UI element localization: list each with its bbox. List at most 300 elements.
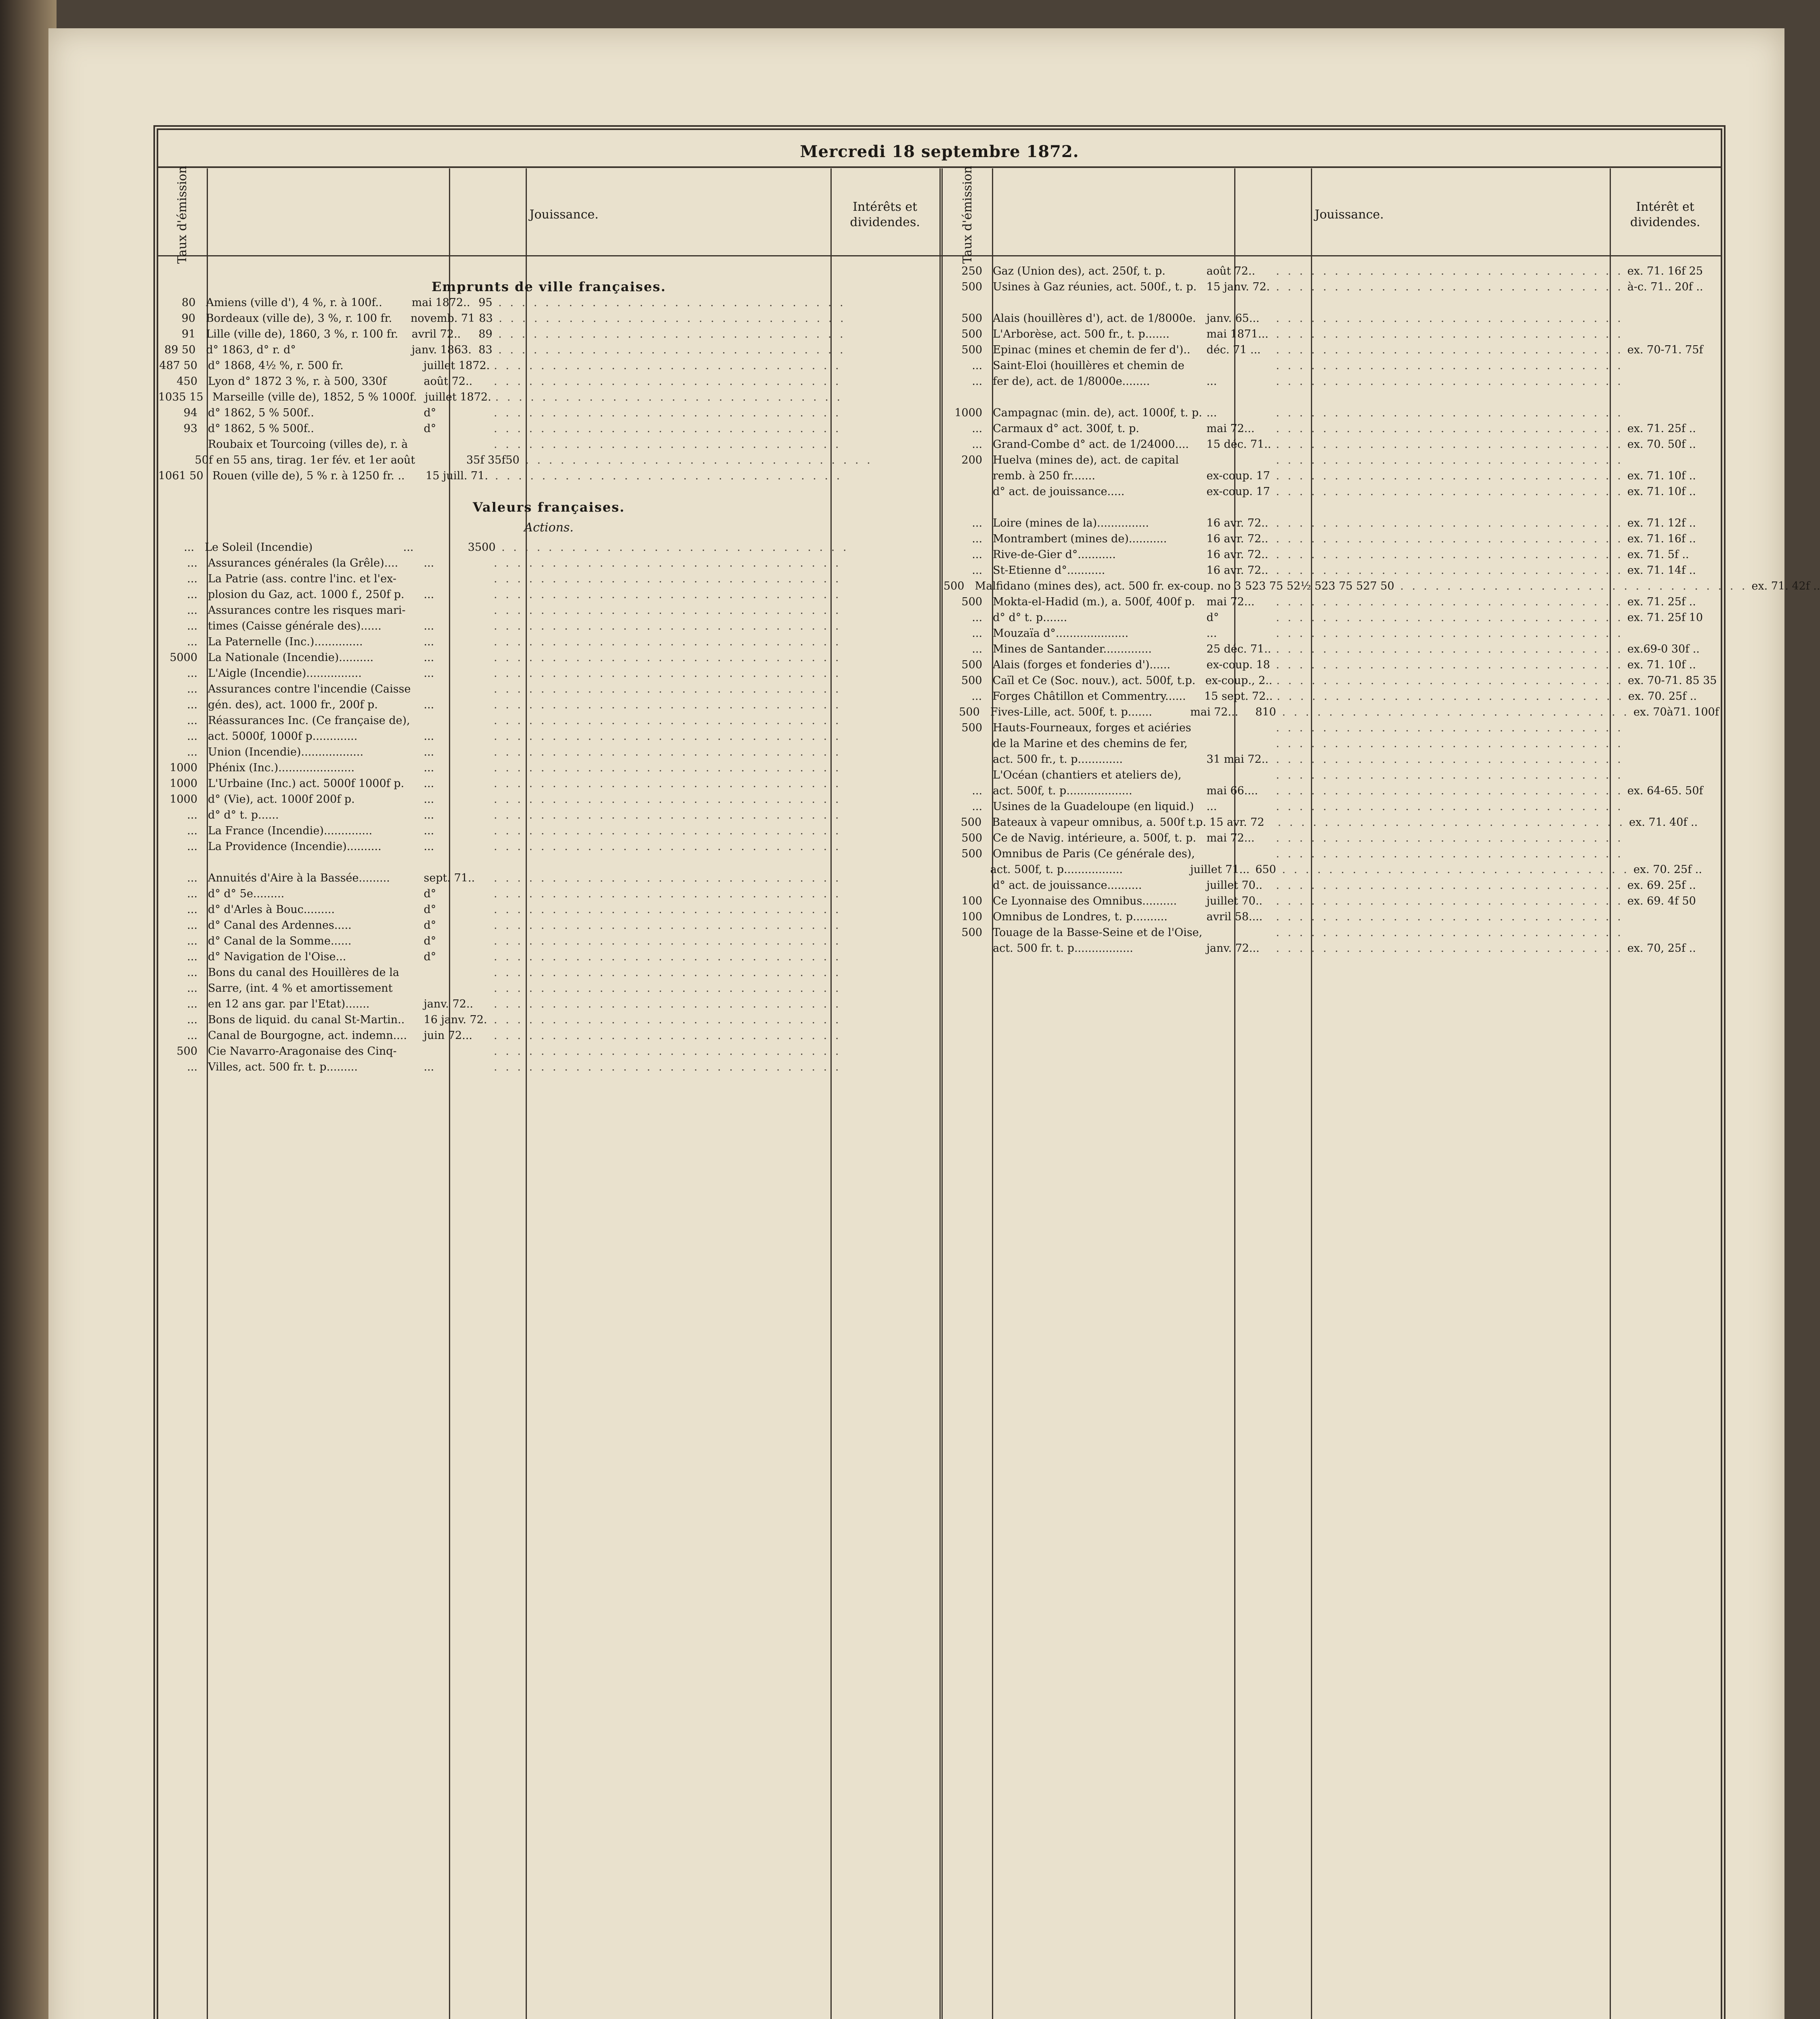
dot-leader: . . . . . . . . . . . . . . . . . . . . . . . . . . . . . .: [494, 1029, 841, 1042]
emission-rate: [944, 500, 992, 515]
table-row: [944, 862, 1721, 877]
table-row: [158, 697, 939, 713]
table-row: [944, 531, 1721, 547]
dividend-value: [1623, 358, 1721, 374]
dividend-value: ex. 71. 40f ..: [1629, 816, 1698, 829]
table-row: [944, 468, 1721, 484]
table-row: [158, 870, 939, 886]
quotation-cell: [490, 634, 841, 650]
dividend-value: [841, 933, 939, 949]
emission-rate: ...: [972, 438, 983, 451]
quotation-cell: [1272, 531, 1623, 547]
table-row: [158, 807, 939, 823]
quotation-cell: [490, 437, 841, 452]
security-name: Saint-Eloi (houillères et chemin de: [993, 359, 1185, 372]
table-row: [158, 587, 939, 602]
dividend-value: ex. 71. 12f ..: [1627, 517, 1696, 529]
jouissance-date: [421, 602, 490, 618]
quotation-value: 83: [478, 344, 493, 356]
emission-rate: ...: [972, 517, 983, 529]
header-rule: [158, 166, 1721, 168]
jouissance-date: [421, 1043, 490, 1059]
table-row: [944, 688, 1721, 704]
dot-leader: . . . . . . . . . . . . . . . . . . . . . . . . . . . . . .: [1276, 596, 1623, 608]
quotation-cell: [490, 650, 841, 665]
dot-leader: . . . . . . . . . . . . . . . . . . . . . . . . . . . . . .: [492, 328, 846, 340]
security-name: de la Marine et des chemins de fer,: [993, 737, 1188, 750]
dividend-value: [843, 389, 939, 405]
jouissance-date: [421, 713, 490, 728]
jouissance-date: ...: [424, 620, 434, 632]
security-name: Huelva (mines de), act. de capital: [993, 454, 1179, 466]
dividend-value: à-c. 71.. 20f ..: [1627, 281, 1703, 293]
quotation-cell: [1272, 342, 1623, 358]
emission-rate: 500: [961, 312, 983, 325]
table-row: [944, 547, 1721, 562]
dividend-value: [841, 980, 939, 996]
emission-rate: ...: [187, 573, 198, 585]
dividend-value: ex.69-0 30f ..: [1627, 643, 1700, 655]
dividend-value: [841, 965, 939, 980]
jouissance-date: sept. 71..: [424, 872, 475, 884]
security-name: Carmaux d° act. 300f, t. p.: [993, 422, 1139, 435]
quotation-cell: [1272, 515, 1623, 531]
dividend-value: ex. 71. 10f ..: [1627, 470, 1696, 482]
emission-rate: 80: [182, 296, 196, 309]
quotation-cell: [1272, 421, 1623, 437]
emission-rate: ...: [187, 888, 198, 900]
dot-leader: . . . . . . . . . . . . . . . . . . . . . . . . . . . . . .: [495, 391, 843, 403]
dot-leader: . . . . . . . . . . . . . . . . . . . . . . . . . . . . . .: [494, 951, 841, 963]
security-name: [207, 854, 449, 870]
security-name: Marseille (ville de), 1852, 5 % 1000f.: [212, 391, 417, 403]
security-name: Canal de Bourgogne, act. indemn....: [208, 1029, 407, 1042]
jouissance-date: 16 avr. 72..: [1206, 548, 1269, 561]
dividend-value: [842, 468, 939, 484]
jouissance-date: 25 déc. 71..: [1206, 643, 1271, 655]
jouissance-date: [1203, 452, 1272, 468]
emission-rate: ...: [187, 998, 198, 1010]
dividend-value: [841, 713, 939, 728]
dividend-value: [841, 776, 939, 791]
emission-rate: ...: [184, 541, 195, 554]
emission-rate: ...: [187, 1061, 198, 1073]
security-name: Villes, act. 500 fr. t. p.........: [208, 1061, 358, 1073]
security-name: d° d° t. p......: [208, 809, 279, 821]
dividend-value: [841, 1012, 939, 1028]
security-name: Sarre, (int. 4 % et amortissement: [208, 982, 393, 995]
quotation-cell: [474, 342, 845, 358]
quotation-cell: [1241, 578, 1748, 594]
table-row: [944, 799, 1721, 814]
table-row: [158, 791, 939, 807]
jouissance-date: 15 sept. 72..: [1204, 690, 1273, 703]
emission-rate: 1035 15: [158, 391, 203, 403]
dividend-value: [849, 539, 939, 555]
emission-rate: 500: [961, 281, 983, 293]
quotation-cell: [490, 744, 841, 760]
security-name: [992, 295, 1234, 311]
quotation-cell: [490, 949, 841, 965]
security-name: Phénix (Inc.)......................: [208, 762, 355, 774]
dividend-value: [1612, 295, 1721, 311]
jouissance-date: juillet 70..: [1206, 879, 1263, 892]
emission-rate: ...: [187, 1029, 198, 1042]
dividend-value: [841, 405, 939, 421]
jouissance-date: ...: [403, 541, 414, 554]
quotation-cell: [1272, 484, 1623, 500]
emission-rate: 500: [961, 674, 982, 687]
quotation-cell: [1272, 877, 1623, 893]
dividend-value: [846, 311, 939, 326]
security-name: Forges Châtillon et Commentry......: [992, 690, 1186, 703]
dot-leader: . . . . . . . . . . . . . . . . . . . . . . . . . . . . . .: [494, 359, 841, 372]
quotation-cell: [490, 713, 841, 728]
dot-leader: . . . . . . . . . . . . . . . . . . . . . . . . . . . . . .: [1276, 832, 1623, 844]
table-row: [158, 405, 939, 421]
header-jouissance-left: Jouissance.: [529, 208, 599, 222]
dot-leader: . . . . . . . . . . . . . . . . . . . . . . . . . . . . . .: [494, 1061, 841, 1073]
dot-leader: . . . . . . . . . . . . . . . . . . . . . . . . . . . . . .: [1277, 690, 1624, 703]
table-row: [158, 949, 939, 965]
security-name: Mines de Santander..............: [993, 643, 1152, 655]
security-name: act. 500 fr. t. p.................: [993, 942, 1133, 955]
table-row: [944, 751, 1721, 767]
security-name: Assurances générales (la Grêle)....: [208, 557, 398, 569]
emission-rate: [944, 751, 987, 767]
quotation-value: 3500: [468, 541, 496, 554]
emission-rate: [158, 437, 202, 452]
dividend-value: [1623, 405, 1721, 421]
dot-leader: . . . . . . . . . . . . . . . . . . . . . . . . . . . . . .: [1276, 407, 1623, 419]
security-name: plosion du Gaz, act. 1000 f., 250f p.: [208, 588, 405, 601]
quotation-cell: [490, 405, 841, 421]
security-name: Roubaix et Tourcoing (villes de), r. à: [208, 438, 408, 451]
jouissance-date: d°: [424, 951, 436, 963]
jouissance-date: [1203, 720, 1272, 736]
security-name: Malfidano (mines des), act. 500 fr.: [975, 580, 1164, 592]
dot-leader: . . . . . . . . . . . . . . . . . . . . . . . . . . . . . .: [1276, 926, 1623, 939]
quotation-cell: [490, 1043, 841, 1059]
dividend-value: ex. 70. 25f ..: [1628, 690, 1697, 703]
header-interets-right: Intérêt et dividendes.: [1630, 200, 1700, 229]
dividend-value: [846, 342, 939, 358]
jouissance-date: août 72..: [424, 375, 473, 388]
security-name: Montrambert (mines de)...........: [993, 533, 1167, 545]
table-row: [944, 625, 1721, 641]
table-row: [158, 1043, 939, 1059]
jouissance-date: 16 avr. 72..: [1206, 564, 1269, 577]
security-name: act. 500f, t. p...................: [993, 785, 1132, 797]
jouissance-date: mai 72...: [1206, 422, 1255, 435]
table-row: [158, 681, 939, 697]
jouissance-date: d°: [424, 422, 436, 435]
emission-rate: ...: [972, 785, 983, 797]
dot-leader: . . . . . . . . . . . . . . . . . . . . . . . . . . . . . .: [1276, 533, 1623, 545]
quotation-cell: [490, 681, 841, 697]
emission-rate: 90: [181, 312, 195, 325]
quotation-cell: [490, 697, 841, 713]
emission-rate: 450: [176, 375, 198, 388]
emission-rate: [944, 295, 992, 311]
quotation-cell: [490, 870, 841, 886]
dot-leader: . . . . . . . . . . . . . . . . . . . . . . . . . . . . . .: [1276, 454, 1623, 466]
table-row: [944, 389, 1721, 405]
dividend-value: [841, 839, 939, 854]
jouissance-date: ...: [1206, 375, 1217, 388]
dot-leader: . . . . . . . . . . . . . . . . . . . . . . . . . . . . . .: [494, 1014, 841, 1026]
table-row: [944, 925, 1721, 940]
dividend-value: [841, 760, 939, 776]
table-row: [158, 571, 939, 587]
table-row: [944, 374, 1721, 389]
table-row: [944, 909, 1721, 925]
dividend-value: ex. 71. 14f ..: [1627, 564, 1696, 577]
quotation-cell: [1272, 657, 1623, 673]
security-name: [992, 500, 1234, 515]
dividend-value: [841, 665, 939, 681]
quotation-cell: [1274, 814, 1625, 830]
table-row: [944, 452, 1721, 468]
emission-rate: ...: [972, 359, 983, 372]
dot-leader: . . . . . . . . . . . . . . . . . . . . . . . . . . . . . .: [494, 903, 841, 916]
section-title: Valeurs françaises.: [473, 500, 625, 515]
dot-leader: . . . . . . . . . . . . . . . . . . . . . . . . . . . . . .: [494, 809, 841, 821]
security-name: Rive-de-Gier d°...........: [993, 548, 1116, 561]
emission-rate: [944, 484, 987, 500]
dot-leader: . . . . . . . . . . . . . . . . . . . . . . . . . . . . . .: [1276, 422, 1623, 435]
table-row: [944, 326, 1721, 342]
table-row: [944, 767, 1721, 783]
quotation-cell: [1273, 688, 1624, 704]
dividend-value: [841, 602, 939, 618]
emission-rate: ...: [187, 809, 198, 821]
dividend-value: ex. 69. 4f 50: [1627, 895, 1696, 907]
dividend-value: [1623, 311, 1721, 326]
dividend-value: [1623, 925, 1721, 940]
dot-leader: . . . . . . . . . . . . . . . . . . . . . . . . . . . . . .: [1276, 564, 1623, 577]
emission-rate: ...: [972, 627, 983, 640]
emission-rate: 500: [961, 344, 983, 356]
dividend-value: ex. 71. 16f ..: [1627, 533, 1696, 545]
security-name: d° Canal de la Somme......: [208, 935, 352, 947]
quotation-cell: [1311, 389, 1612, 405]
jouissance-date: 15 avr. 72: [1209, 816, 1264, 829]
table-row: [158, 917, 939, 933]
jouissance-date: [421, 965, 490, 980]
dividend-value: ex. 71. 25f ..: [1627, 422, 1696, 435]
dividend-value: [1623, 767, 1721, 783]
quotation-cell: [1272, 767, 1623, 783]
quotation-cell: [490, 965, 841, 980]
jouissance-date: ...: [424, 667, 434, 680]
quotation-cell: [464, 539, 849, 555]
page-sheet: [48, 28, 1820, 2019]
quotation-cell: [490, 760, 841, 776]
jouissance-date: [1234, 500, 1311, 515]
dot-leader: . . . . . . . . . . . . . . . . . . . . . . . . . . . . . .: [494, 840, 841, 853]
quotation-cell: [490, 933, 841, 949]
table-row: [158, 980, 939, 996]
emission-rate: ...: [972, 375, 983, 388]
emission-rate: ...: [971, 690, 982, 703]
dot-leader: . . . . . . . . . . . . . . . . . . . . . . . . . . . . . .: [1276, 627, 1623, 640]
jouissance-date: ...: [1206, 800, 1217, 813]
table-row: [158, 965, 939, 980]
emission-rate: 500: [961, 848, 983, 860]
dividend-value: [841, 587, 939, 602]
security-name: d° 1863, d° r. d°: [206, 344, 296, 356]
jouissance-date: avril 72..: [411, 328, 461, 340]
dot-leader: . . . . . . . . . . . . . . . . . . . . . . . . . . . . . .: [494, 982, 841, 995]
emission-rate: ...: [972, 533, 983, 545]
security-name: Bordeaux (ville de), 3 %, r. 100 fr.: [205, 312, 392, 325]
table-row: [158, 374, 939, 389]
security-name: Lille (ville de), 1860, 3 %, r. 100 fr.: [206, 328, 398, 340]
emission-rate: ...: [187, 730, 198, 743]
emission-rate: 1000: [954, 407, 983, 419]
quotation-cell: [1272, 263, 1623, 279]
security-name: d° 1862, 5 % 500f..: [208, 422, 315, 435]
dot-leader: . . . . . . . . . . . . . . . . . . . . . . . . . . . . . .: [494, 375, 841, 388]
security-name: Caïl et Ce (Soc. nouv.), act. 500f, t.p.: [992, 674, 1196, 687]
quotation-cell: [1272, 326, 1623, 342]
security-name: Hauts-Fourneaux, forges et aciéries: [993, 722, 1191, 734]
quotation-cell: [1272, 358, 1623, 374]
table-row: [158, 996, 939, 1012]
quotation-cell: [474, 295, 845, 311]
table-row: [944, 295, 1721, 311]
dot-leader: . . . . . . . . . . . . . . . . . . . . . . . . . . . . . .: [1276, 895, 1623, 907]
jouissance-date: [1203, 846, 1272, 862]
quotation-cell: [526, 854, 830, 870]
quotation-cell: [1272, 562, 1623, 578]
emission-rate: 500: [961, 832, 983, 844]
jouissance-date: mai 72...: [1190, 706, 1239, 718]
jouissance-date: juillet 1872.: [425, 391, 491, 403]
jouissance-date: ...: [424, 746, 434, 758]
quotation-cell: [490, 728, 841, 744]
dividend-value: ex. 71. 5f ..: [1627, 548, 1689, 561]
dividend-value: [841, 996, 939, 1012]
dividend-value: [841, 618, 939, 634]
table-row: [158, 1012, 939, 1028]
security-name: d° d° t. p.......: [993, 611, 1067, 624]
security-name: L'Arborèse, act. 500 fr., t. p.......: [993, 328, 1170, 340]
quotation-cell: [1311, 295, 1612, 311]
jouissance-date: d°: [424, 935, 436, 947]
dot-leader: . . . . . . . . . . . . . . . . . . . . . . . . . . . . . .: [494, 730, 841, 743]
table-row: [944, 846, 1721, 862]
dot-leader: . . . . . . . . . . . . . . . . . . . . . . . . . . . . . .: [494, 793, 841, 806]
table-row: [944, 814, 1721, 830]
security-name: Touage de la Basse-Seine et de l'Oise,: [993, 926, 1203, 939]
emission-rate: 487 50: [159, 359, 197, 372]
security-name: d° d° 5e.........: [208, 888, 285, 900]
jouissance-date: 16 avr. 72..: [1206, 517, 1269, 529]
dividend-value: ex. 70-71. 85 35: [1627, 674, 1717, 687]
emission-rate: 200: [961, 454, 983, 466]
dot-leader: . . . . . . . . . . . . . . . . . . . . . . . . . . . . . .: [495, 470, 843, 482]
table-row: [158, 437, 939, 452]
jouissance-date: 31 mai 72..: [1206, 753, 1269, 766]
quotation-cell: [490, 839, 841, 854]
dot-leader: . . . . . . . . . . . . . . . . . . . . . . . . . . . . . .: [494, 438, 841, 451]
emission-rate: ...: [187, 683, 198, 695]
dot-leader: . . . . . . . . . . . . . . . . . . . . . . . . . . . . . .: [494, 557, 841, 569]
dot-leader: . . . . . . . . . . . . . . . . . . . . . . . . . . . . . .: [1276, 848, 1623, 860]
quotation-cell: [491, 468, 842, 484]
dividend-value: [841, 421, 939, 437]
jouissance-date: mai 1872..: [411, 296, 470, 309]
emission-rate: [944, 877, 987, 893]
quotation-cell: [490, 807, 841, 823]
table-row: [158, 728, 939, 744]
jouissance-date: juillet 71...: [1190, 863, 1250, 876]
emission-rate: ...: [972, 643, 983, 655]
jouissance-date: janv. 1863.: [411, 344, 472, 356]
emission-rate: 500: [961, 926, 983, 939]
dividend-value: [1623, 736, 1721, 751]
quotation-cell: [1272, 893, 1623, 909]
emission-rate: 500: [959, 706, 980, 718]
emission-rate: 100: [961, 911, 983, 923]
jouissance-date: mai 72...: [1206, 596, 1255, 608]
dot-leader: . . . . . . . . . . . . . . . . . . . . . . . . . . . . . .: [519, 454, 873, 466]
dot-leader: . . . . . . . . . . . . . . . . . . . . . . . . . . . . . .: [1276, 344, 1623, 356]
security-name: L'Océan (chantiers et ateliers de),: [993, 769, 1182, 781]
quotation-cell: [1272, 940, 1623, 956]
emission-rate: 250: [961, 265, 983, 277]
emission-rate: 500: [961, 596, 983, 608]
quotation-cell: [490, 571, 841, 587]
dot-leader: . . . . . . . . . . . . . . . . . . . . . . . . . . . . . .: [1276, 674, 1624, 687]
security-name: Bons du canal des Houillères de la: [208, 966, 399, 979]
quotation-value: 83: [479, 312, 493, 325]
dot-leader: . . . . . . . . . . . . . . . . . . . . . . . . . . . . . .: [494, 407, 841, 419]
jouissance-date: novemb. 71: [410, 312, 475, 325]
security-name: La Nationale (Incendie)..........: [208, 651, 374, 664]
emission-rate: 94: [183, 407, 198, 419]
table-row: [158, 295, 939, 311]
dot-leader: . . . . . . . . . . . . . . . . . . . . . . . . . . . . . .: [494, 762, 841, 774]
emission-rate: ...: [187, 951, 198, 963]
jouissance-date: d°: [424, 919, 436, 932]
header-taux-right: Taux d'émission: [960, 166, 975, 264]
emission-rate: ...: [187, 935, 198, 947]
dividend-value: [1623, 720, 1721, 736]
jouissance-date: 16 avr. 72..: [1206, 533, 1269, 545]
jouissance-date: janv. 72...: [1206, 942, 1260, 955]
quotation-cell: [1272, 925, 1623, 940]
quotation-cell: [1272, 594, 1623, 610]
table-row: [158, 555, 939, 571]
table-row: [944, 311, 1721, 326]
dot-leader: . . . . . . . . . . . . . . . . . . . . . . . . . . . . . .: [494, 620, 841, 632]
emission-rate: ...: [972, 422, 983, 435]
quotation-cell: [1272, 909, 1623, 925]
dividend-value: [1623, 799, 1721, 814]
dot-leader: . . . . . . . . . . . . . . . . . . . . . . . . . . . . . .: [1276, 706, 1629, 718]
jouissance-date: juin 72...: [424, 1029, 472, 1042]
dot-leader: . . . . . . . . . . . . . . . . . . . . . . . . . . . . . .: [494, 699, 841, 711]
emission-rate: [158, 854, 207, 870]
dot-leader: . . . . . . . . . . . . . . . . . . . . . . . . . . . . . .: [494, 935, 841, 947]
jouissance-date: ...: [424, 588, 434, 601]
table-row: [944, 515, 1721, 531]
jouissance-date: ex-coup. 18: [1206, 659, 1270, 671]
security-name: remb. à 250 fr.......: [993, 470, 1095, 482]
